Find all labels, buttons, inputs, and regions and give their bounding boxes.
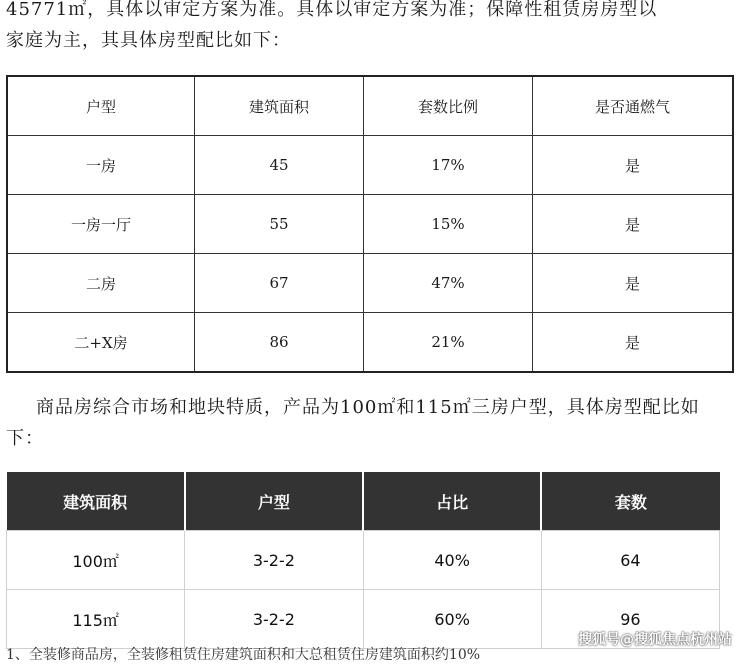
cell-unit-type: 二房 [7,254,195,313]
cell-gas-access: 是 [533,254,734,313]
cell-floor-area: 100㎡ [7,531,185,590]
commercial-housing-paragraph: 商品房综合市场和地块特质，产品为100㎡和115㎡三房户型，具体房型配比如下： [6,397,700,449]
table-header-row [7,472,720,531]
cell-floor-area: 115㎡ [7,590,185,649]
cell-unit-ratio: 21% [364,313,533,373]
header-unit-type: 户型 [185,472,363,531]
header-unit-type: 户型 [7,76,195,136]
cell-unit-type: 一房一厅 [7,195,195,254]
cell-share: 60% [363,590,541,649]
public-rental-unit-table [6,75,734,373]
truncated-footnote-line: 1、全装修商品房，全装修租赁住房建筑面积和大总租赁住房建筑面积约10% [6,647,481,663]
cell-unit-type: 一房 [7,136,195,195]
cell-unit-count: 96 [541,590,719,649]
cell-unit-type: 3-2-2 [185,531,363,590]
table-header-row [7,76,733,136]
header-floor-area: 建筑面积 [7,472,185,531]
commercial-unit-table [6,472,720,649]
table-row [7,313,733,373]
cell-floor-area: 67 [195,254,364,313]
header-unit-count: 套数 [541,472,719,531]
cell-gas-access: 是 [533,136,734,195]
cell-unit-type: 二+X房 [7,313,195,373]
header-unit-ratio: 套数比例 [364,76,533,136]
intro-paragraph [6,0,732,56]
cell-share: 40% [363,531,541,590]
table-row [7,254,733,313]
table-row [7,195,733,254]
cell-floor-area: 55 [195,195,364,254]
cell-gas-access: 是 [533,313,734,373]
source-watermark: 搜狐号@搜狐焦点杭州站 [578,632,732,648]
cell-floor-area: 45 [195,136,364,195]
cell-unit-ratio: 15% [364,195,533,254]
cell-gas-access: 是 [533,195,734,254]
cell-unit-ratio: 47% [364,254,533,313]
cell-floor-area: 86 [195,313,364,373]
cell-unit-ratio: 17% [364,136,533,195]
intro-line-2: 家庭为主，其具体房型配比如下： [6,30,291,51]
intro-line-1: 45771㎡，具体以审定方案为准。具体以审定方案为准；保障性租赁房房型以 [6,0,658,20]
header-floor-area: 建筑面积 [195,76,364,136]
table-row [7,531,720,590]
table-row [7,136,733,195]
header-share: 占比 [363,472,541,531]
cell-unit-count: 64 [541,531,719,590]
cell-unit-type: 3-2-2 [185,590,363,649]
header-gas-access: 是否通燃气 [533,76,734,136]
